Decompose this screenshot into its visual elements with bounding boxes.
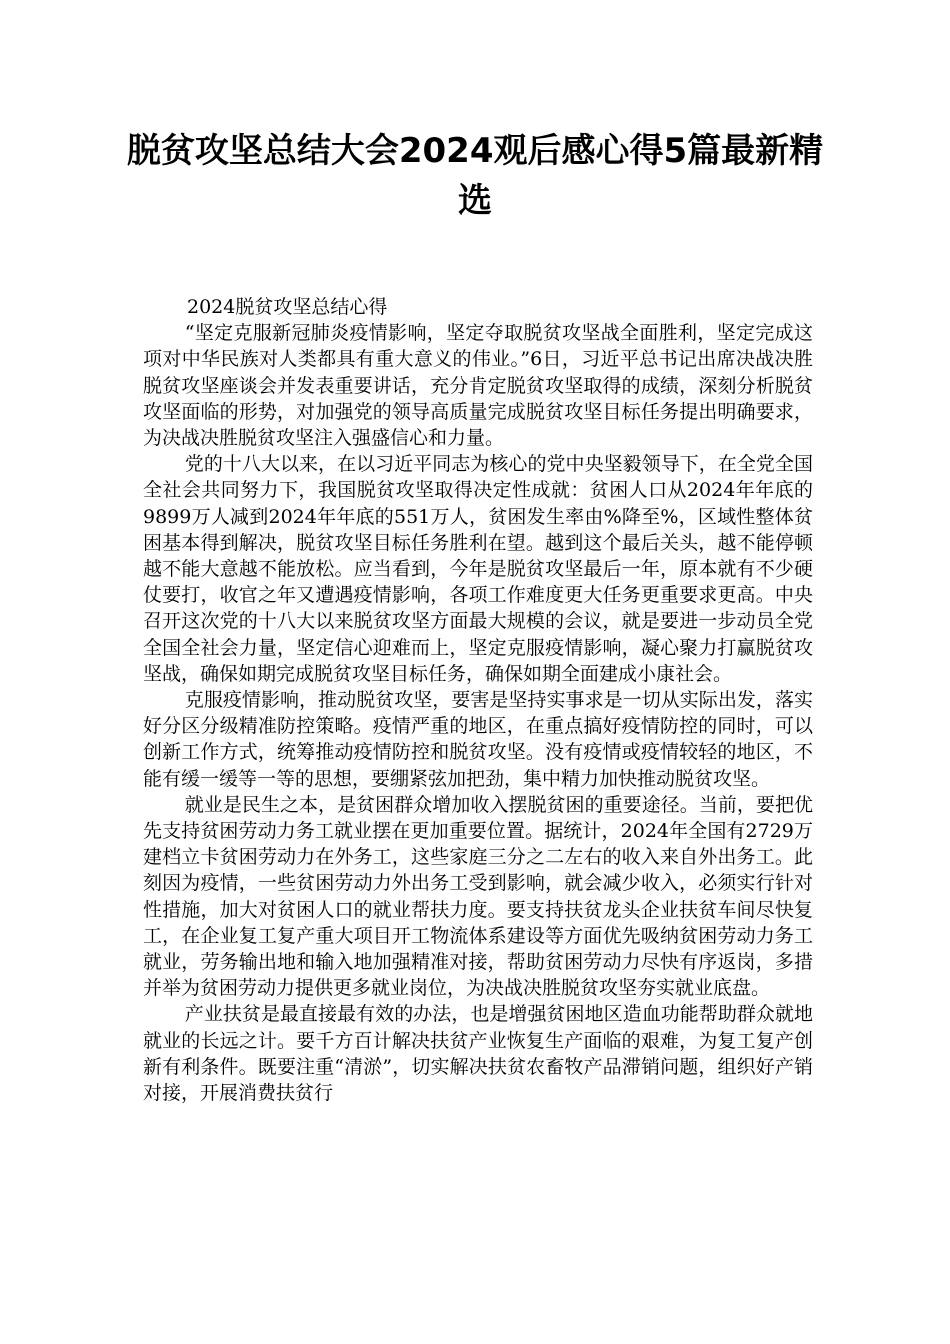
section-subtitle: 2024脱贫攻坚总结心得 bbox=[187, 296, 388, 318]
paragraph-2: 党的十八大以来，在以习近平同志为核心的党中央坚毅领导下，在全党全国全社会共同努力下，我国脱贫攻坚取得决定性成就：贫困人口从2024年年底的9899万人减到2024年年底的551万人，贫困发生率由%降至%，区域性整体贫困基本得到解决，脱贫攻坚目标任务胜利在望。越到这个最后关头，越不能停顿越不能大意越不能放松。应当看到，今年是脱贫攻坚最后一年，原本就有不少硬仗要打，收官之年又遭遇疫情影响，各项工作难度更大任务更重要求更高。中央召开这次党的十八大以来脱贫攻坚方面最大规模的会议，就是要进一步动员全党全国全社会力量，坚定信心迎难而上，坚定克服疫情影响，凝心聚力打赢脱贫攻坚战，确保如期完成脱贫攻坚目标任务，确保如期全面建成小康社会。 bbox=[143, 453, 813, 685]
document-title: 脱贫攻坚总结大会2024观后感心得5篇最新精选 bbox=[126, 131, 824, 221]
paragraph-1: “坚定克服新冠肺炎疫情影响，坚定夺取脱贫攻坚战全面胜利，坚定完成这项对中华民族对人类都具有重大意义的伟业。”6日，习近平总书记出席决战决胜脱贫攻坚座谈会并发表重要讲话，充分肯定脱贫攻坚取得的成绩，深刻分析脱贫攻坚面临的形势，对加强党的领导高质量完成脱贫攻坚目标任务提出明确要求，为决战决胜脱贫攻坚注入强盛信心和力量。 bbox=[143, 322, 813, 450]
paragraph-4: 就业是民生之本，是贫困群众增加收入摆脱贫困的重要途径。当前，要把优先支持贫困劳动力务工就业摆在更加重要位置。据统计，2024年全国有2729万建档立卡贫困劳动力在外务工，这些家庭三分之二左右的收入来自外出务工。此刻因为疫情，一些贫困劳动力外出务工受到影响，就会减少收入，必须实行针对性措施，加大对贫困人口的就业帮扶力度。要支持扶贫龙头企业扶贫车间尽快复工，在企业复工复产重大项目开工物流体系建设等方面优先吸纳贫困劳动力务工就业，劳务输出地和输入地加强精准对接，帮助贫困劳动力尽快有序返岗，多措并举为贫困劳动力提供更多就业岗位，为决战决胜脱贫攻坚夯实就业底盘。 bbox=[143, 793, 813, 1000]
paragraph-5: 产业扶贫是最直接最有效的办法，也是增强贫困地区造血功能帮助群众就地就业的长远之计。要千方百计解决扶贫产业恢复生产面临的艰难，为复工复产创新有利条件。既要注重“清淤”，切实解决扶贫农畜牧产品滞销问题，组织好产销对接，开展消费扶贫行 bbox=[143, 1003, 813, 1105]
paragraph-3: 克服疫情影响，推动脱贫攻坚，要害是坚持实事求是一切从实际出发，落实好分区分级精准防控策略。疫情严重的地区，在重点搞好疫情防控的同时，可以创新工作方式，统筹推动疫情防控和脱贫攻坚。没有疫情或疫情较轻的地区，不能有缓一缓等一等的思想，要绷紧弦加把劲，集中精力加快推动脱贫攻坚。 bbox=[143, 689, 813, 790]
document-body bbox=[143, 294, 813, 1106]
